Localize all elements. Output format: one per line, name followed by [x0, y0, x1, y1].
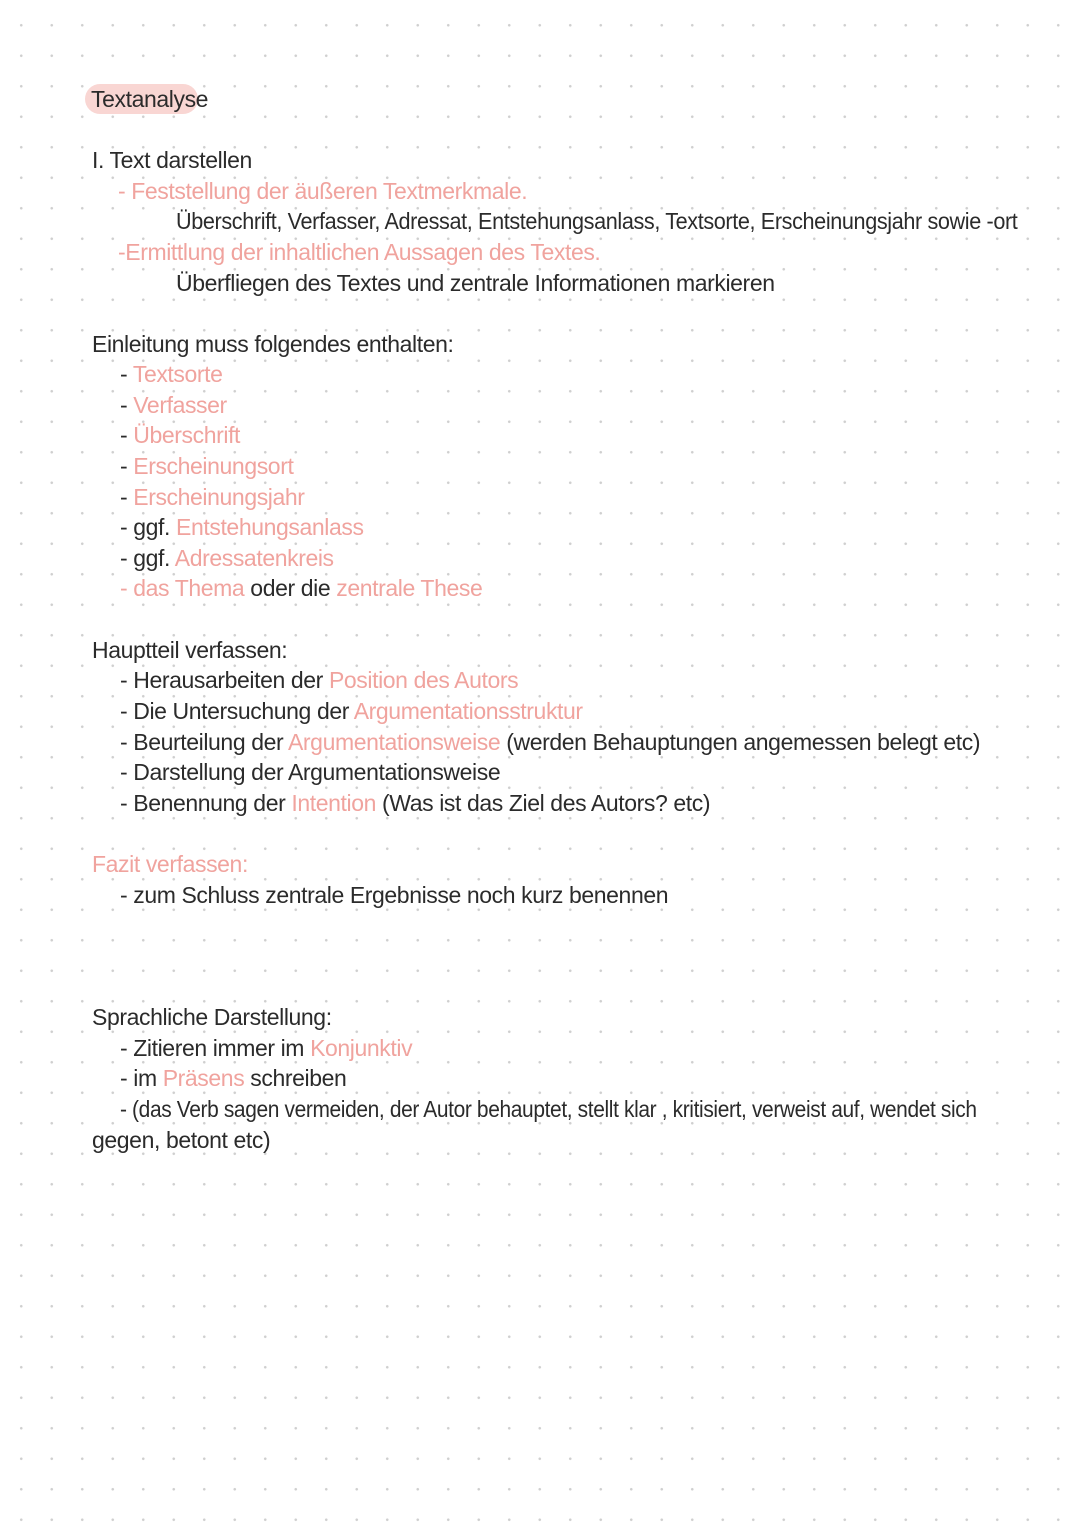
list-item: - (das Verb sagen vermeiden, der Autor behauptet, stellt klar , kritisiert, verweist auf, wendet sich — [120, 1096, 977, 1122]
list-item: - Benennung der Intention (Was ist das Ziel des Autors? etc) — [120, 790, 711, 816]
list-item: - Herausarbeiten der Position des Autors — [120, 667, 519, 693]
fazit-heading: Fazit verfassen: — [92, 851, 248, 877]
page-title: Textanalyse — [91, 86, 209, 112]
list-item: - zum Schluss zentrale Ergebnisse noch kurz benennen — [120, 882, 669, 908]
list-item: - Erscheinungsjahr — [120, 484, 305, 510]
sprache-heading: Sprachliche Darstellung: — [92, 1004, 332, 1030]
list-item: - Überschrift — [120, 422, 241, 448]
section1-item1-detail: Überschrift, Verfasser, Adressat, Entstehungsanlass, Textsorte, Erscheinungsjahr sowie -ort — [176, 208, 1018, 234]
list-item: - ggf. Entstehungsanlass — [120, 514, 364, 540]
list-item: - das Thema oder die zentrale These — [120, 575, 483, 601]
hauptteil-heading: Hauptteil verfassen: — [92, 637, 288, 663]
list-item: - Die Untersuchung der Argumentationsstruktur — [120, 698, 583, 724]
list-item: - Verfasser — [120, 392, 227, 418]
section1-item2-detail: Überfliegen des Textes und zentrale Informationen markieren — [176, 270, 775, 296]
list-item: - Zitieren immer im Konjunktiv — [120, 1035, 413, 1061]
list-item-continued: gegen, betont etc) — [92, 1127, 271, 1153]
list-item: - im Präsens schreiben — [120, 1065, 347, 1091]
section1-item1: - Feststellung der äußeren Textmerkmale. — [118, 178, 528, 204]
list-item: - Textsorte — [120, 361, 223, 387]
list-item: - ggf. Adressatenkreis — [120, 545, 334, 571]
list-item: - Beurteilung der Argumentationsweise (werden Behauptungen angemessen belegt etc) — [120, 729, 981, 755]
title-block — [85, 82, 214, 116]
einleitung-heading: Einleitung muss folgendes enthalten: — [92, 331, 454, 357]
list-item: - Erscheinungsort — [120, 453, 294, 479]
section1-heading: I. Text darstellen — [92, 147, 252, 173]
list-item: - Darstellung der Argumentationsweise — [120, 759, 501, 785]
section1-item2: -Ermittlung der inhaltlichen Aussagen des Textes. — [118, 239, 601, 265]
